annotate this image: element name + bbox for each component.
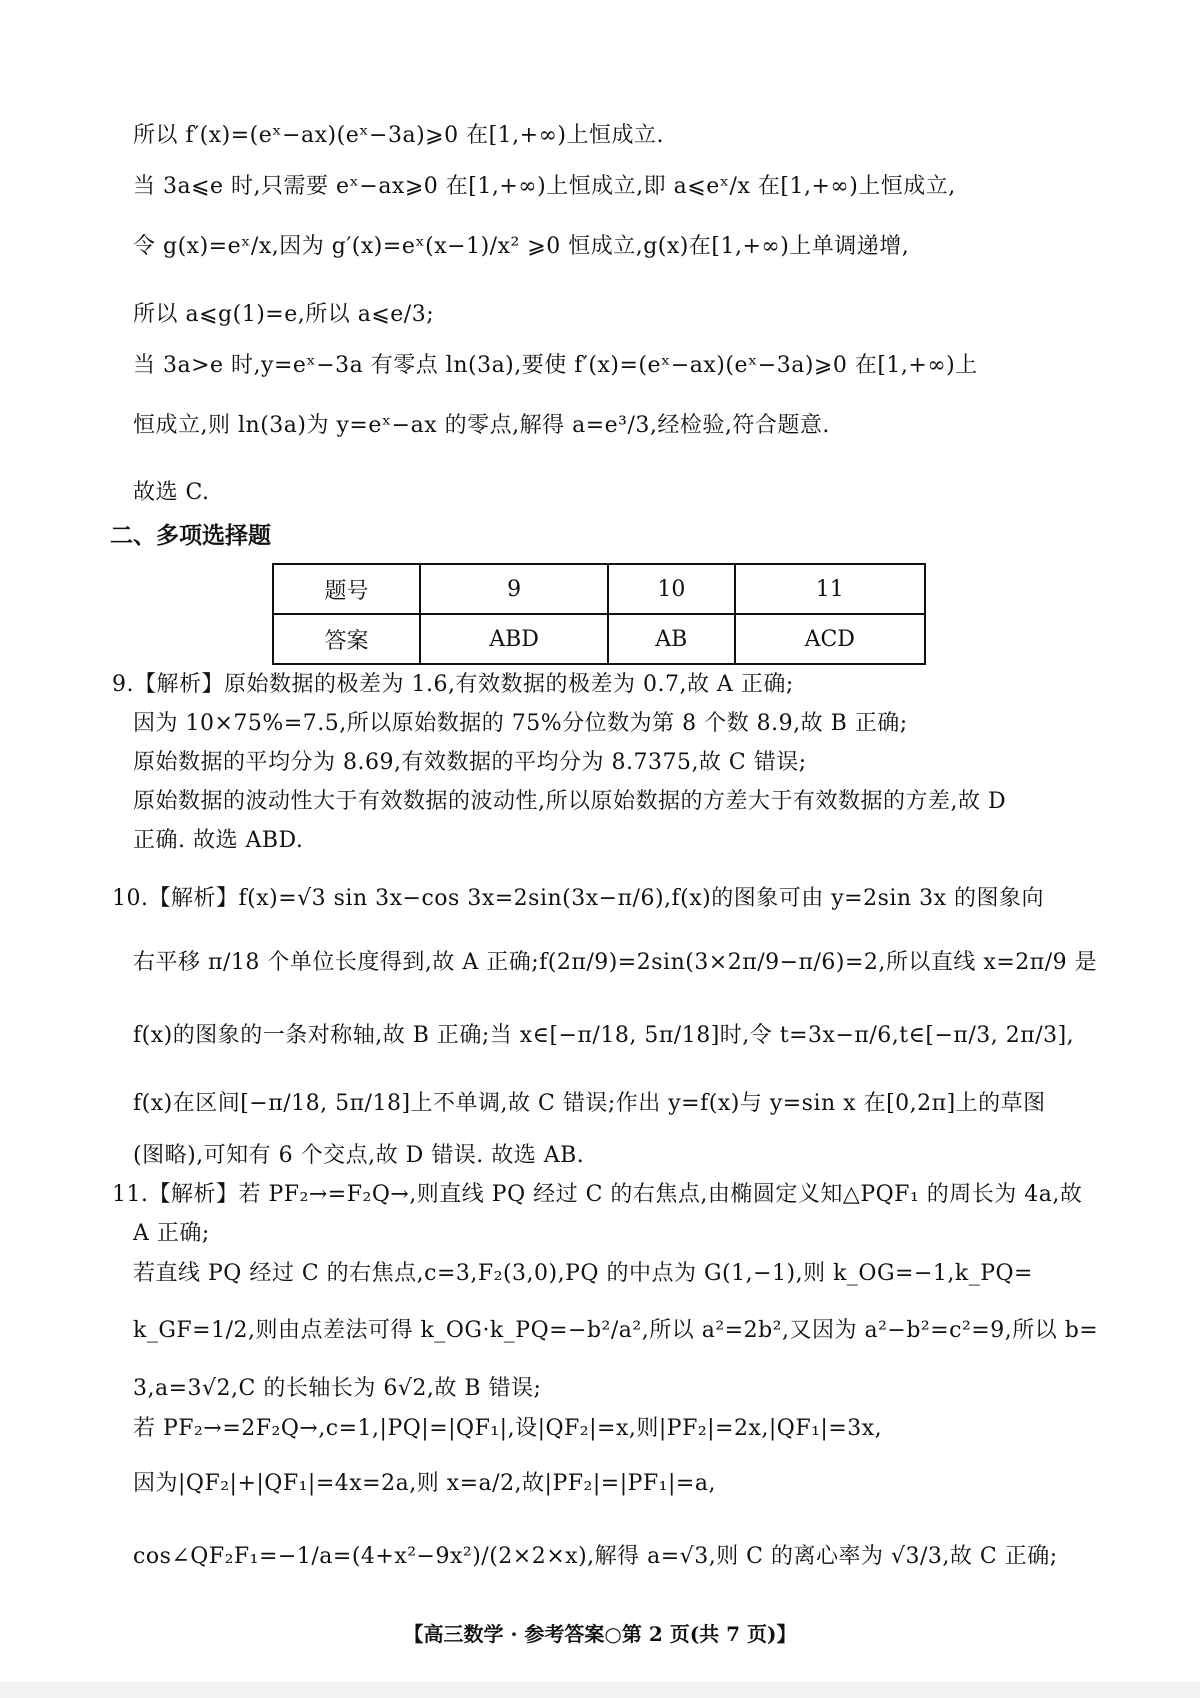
table-cell: 10 (608, 564, 734, 614)
text-line: 恒成立,则 ln(3a)为 y=eˣ−ax 的零点,解得 a=e³/3,经检验,符合题意. (133, 413, 830, 438)
table-cell: ACD (735, 614, 925, 664)
solution-line: A 正确; (133, 1221, 210, 1246)
solution-line: 若直线 PQ 经过 C 的右焦点,c=3,F₂(3,0),PQ 的中点为 G(1,−1),则 k_OG=−1,k_PQ= (133, 1261, 1033, 1286)
solution-line: k_GF=1/2,则由点差法可得 k_OG·k_PQ=−b²/a²,所以 a²=2b²,又因为 a²−b²=c²=9,所以 b= (133, 1318, 1099, 1343)
answer-table (272, 563, 926, 665)
text-line: 故选 C. (133, 480, 210, 505)
solution-line: 原始数据的平均分为 8.69,有效数据的平均分为 8.7375,故 C 错误; (133, 750, 807, 775)
text-line: 所以 f′(x)=(eˣ−ax)(eˣ−3a)⩾0 在[1,+∞)上恒成立. (133, 123, 664, 148)
solution-line: cos∠QF₂F₁=−1/a=(4+x²−9x²)/(2×2×x),解得 a=√3,则 C 的离心率为 √3/3,故 C 正确; (133, 1544, 1058, 1569)
table-header-cell: 题号 (273, 564, 420, 614)
table-header-cell: 答案 (273, 614, 420, 664)
page-footer: 【高三数学 · 参考答案○第 2 页(共 7 页)】 (403, 1622, 797, 1646)
solution-line: 因为|QF₂|+|QF₁|=4x=2a,则 x=a/2,故|PF₂|=|PF₁|=a, (133, 1471, 716, 1496)
bottom-strip (0, 1682, 1200, 1698)
solution-line: 若 PF₂→=2F₂Q→,c=1,|PQ|=|QF₁|,设|QF₂|=x,则|PF₂|=2x,|QF₁|=3x, (133, 1416, 883, 1441)
section-heading: 二、多项选择题 (110, 522, 271, 549)
table-row (273, 564, 925, 614)
table-row (273, 614, 925, 664)
table-cell: 9 (420, 564, 608, 614)
solution-line: 原始数据的波动性大于有效数据的波动性,所以原始数据的方差大于有效数据的方差,故 D (133, 789, 1007, 814)
solution-line: 因为 10×75%=7.5,所以原始数据的 75%分位数为第 8 个数 8.9,故 B 正确; (133, 711, 908, 736)
solution-line: 右平移 π/18 个单位长度得到,故 A 正确;f(2π/9)=2sin(3×2π/9−π/6)=2,所以直线 x=2π/9 是 (133, 950, 1098, 975)
solution-line: 11.【解析】若 PF₂→=F₂Q→,则直线 PQ 经过 C 的右焦点,由椭圆定义知△PQF₁ 的周长为 4a,故 (112, 1182, 1083, 1207)
table-cell: 11 (735, 564, 925, 614)
solution-line: 正确. 故选 ABD. (133, 828, 304, 853)
text-line: 令 g(x)=eˣ/x,因为 g′(x)=eˣ(x−1)/x² ⩾0 恒成立,g(x)在[1,+∞)上单调递增, (133, 234, 910, 259)
solution-line: f(x)在区间[−π/18, 5π/18]上不单调,故 C 错误;作出 y=f(x)与 y=sin x 在[0,2π]上的草图 (133, 1091, 1046, 1116)
text-line: 当 3a>e 时,y=eˣ−3a 有零点 ln(3a),要使 f′(x)=(eˣ−ax)(eˣ−3a)⩾0 在[1,+∞)上 (133, 353, 978, 378)
solution-line: 10.【解析】f(x)=√3 sin 3x−cos 3x=2sin(3x−π/6),f(x)的图象可由 y=2sin 3x 的图象向 (112, 886, 1044, 911)
table-cell: ABD (420, 614, 608, 664)
solution-line: 3,a=3√2,C 的长轴长为 6√2,故 B 错误; (133, 1376, 542, 1401)
text-line: 所以 a⩽g(1)=e,所以 a⩽e/3; (133, 302, 435, 327)
solution-line: f(x)的图象的一条对称轴,故 B 正确;当 x∈[−π/18, 5π/18]时,令 t=3x−π/6,t∈[−π/3, 2π/3], (133, 1023, 1075, 1048)
text-line: 当 3a⩽e 时,只需要 eˣ−ax⩾0 在[1,+∞)上恒成立,即 a⩽eˣ/x 在[1,+∞)上恒成立, (133, 174, 956, 199)
solution-line: 9.【解析】原始数据的极差为 1.6,有效数据的极差为 0.7,故 A 正确; (112, 672, 794, 697)
table-cell: AB (608, 614, 734, 664)
solution-line: (图略),可知有 6 个交点,故 D 错误. 故选 AB. (133, 1143, 585, 1168)
